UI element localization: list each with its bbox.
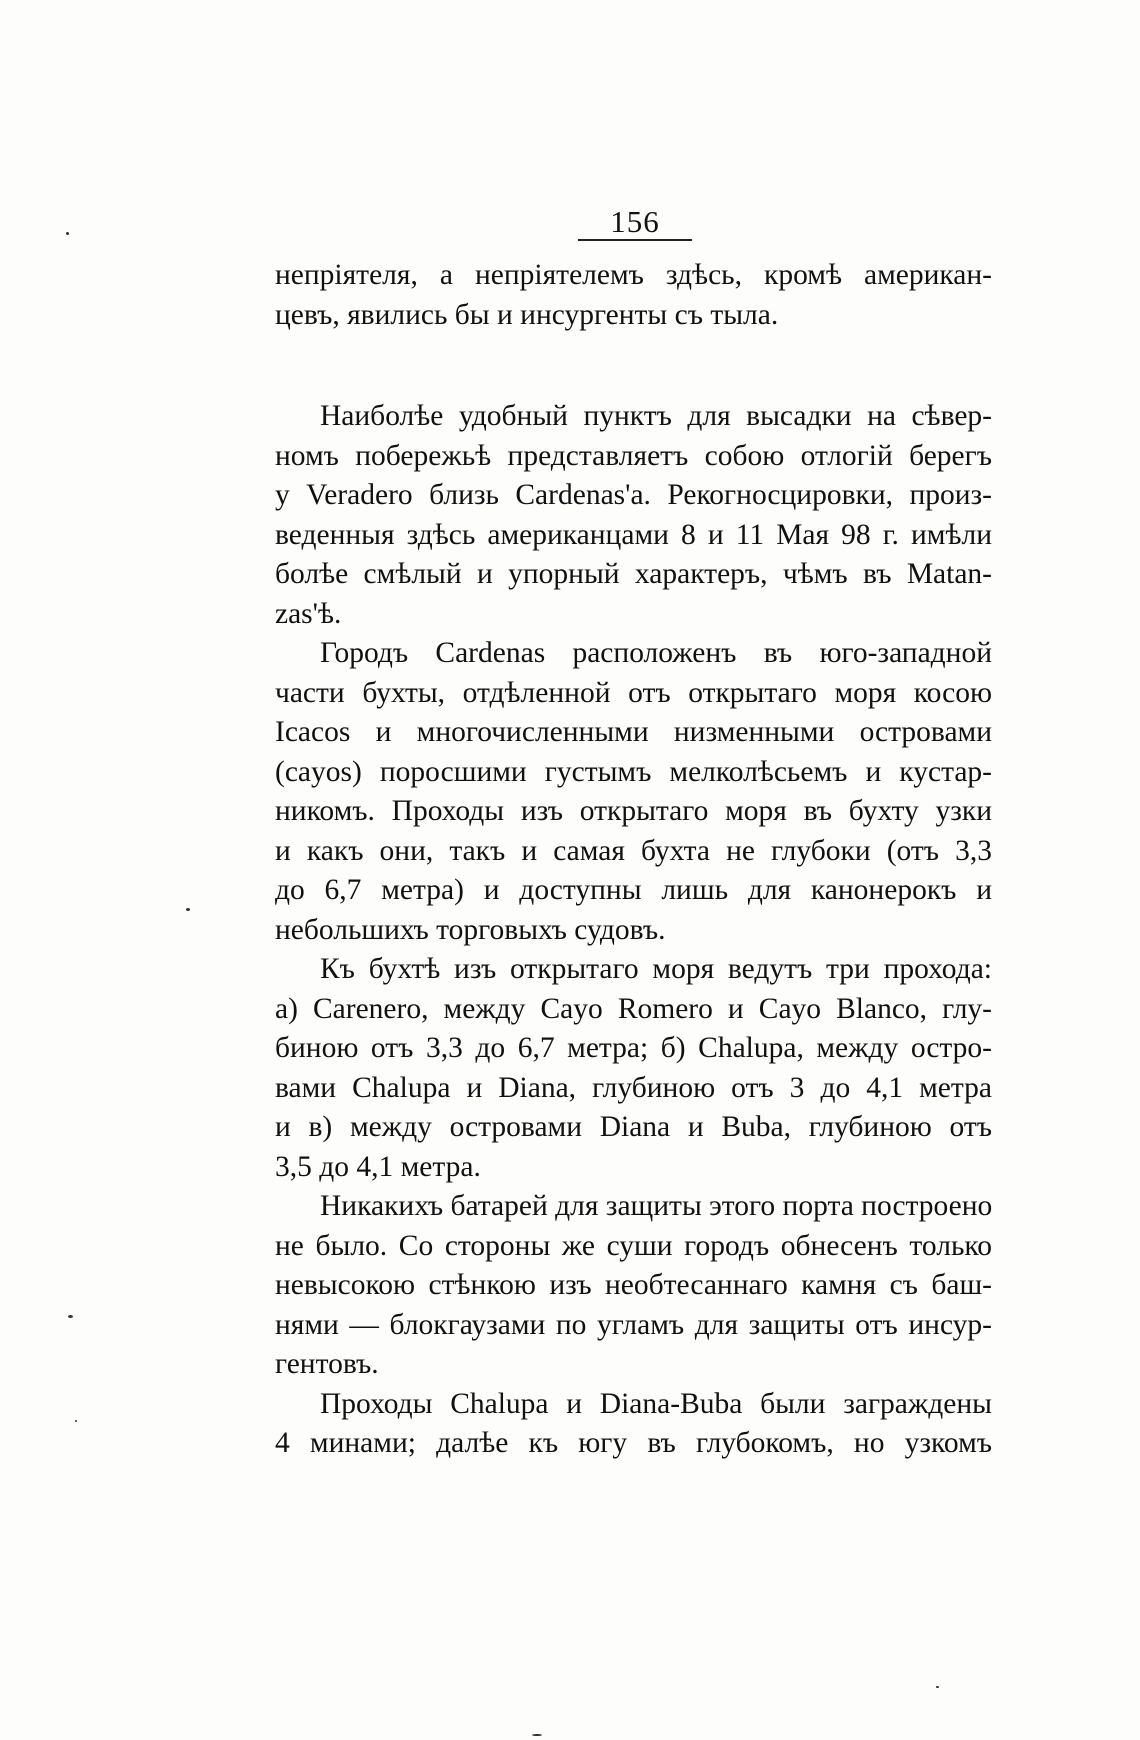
scan-speck — [68, 1315, 73, 1318]
text-line: Городъ Cardenas расположенъ въ юго-западной — [320, 637, 992, 669]
paragraph-2 — [275, 397, 992, 634]
paragraph-5 — [275, 1187, 992, 1385]
paragraph-spacer — [275, 335, 992, 397]
text-line: части бухты, отдѣленной отъ открытаго моря косою — [275, 676, 992, 709]
text-line: вами Chalupa и Diana, глубиною отъ 3 до 4,1 метра — [275, 1071, 992, 1104]
text-line: номъ побережьѣ представляетъ собою отлогій берегъ — [275, 439, 992, 472]
paragraph-1 — [275, 256, 992, 335]
paragraph-3 — [275, 634, 992, 950]
page-number: 156 — [610, 204, 660, 239]
text-line: до 6,7 метра) и доступны лишь для канонерокъ и — [275, 874, 992, 906]
scan-speck — [75, 1420, 77, 1422]
text-line: Icacos и многочисленными низменными островами — [275, 716, 992, 748]
text-line: Наиболѣе удобный пунктъ для высадки на сѣвер- — [320, 400, 992, 432]
text-line: веденныя здѣсь американцами 8 и 11 Мая 98 г. имѣли — [275, 518, 992, 551]
text-line: и какъ они, такъ и самая бухта не глубоки (отъ 3,3 — [275, 834, 992, 867]
text-line: 4 минами; далѣе къ югу въ глубокомъ, но узкомъ — [275, 1427, 992, 1459]
scan-speck — [532, 1734, 542, 1736]
text-line: невысокою стѣнкою изъ необтесаннаго камня съ баш- — [275, 1269, 992, 1301]
text-line: болѣе смѣлый и упорный характеръ, чѣмъ въ Matan- — [275, 558, 992, 590]
paragraph-6 — [275, 1385, 992, 1464]
body-text — [275, 256, 992, 1464]
text-line: цевъ, явились бы и инсургенты съ тыла. — [275, 298, 779, 331]
text-line: гентовъ. — [275, 1348, 379, 1380]
scan-speck — [936, 1686, 939, 1688]
text-line: Никакихъ батарей для защиты этого порта построено — [320, 1190, 993, 1222]
scan-speck — [66, 232, 69, 235]
page-number-rule — [578, 239, 692, 241]
text-line: Къ бухтѣ изъ открытаго моря ведутъ три прохода: — [320, 953, 992, 985]
text-line: никомъ. Проходы изъ открытаго моря въ бухту узки — [275, 795, 992, 827]
text-line: Проходы Chalupa и Diana-Buba были заграждены — [320, 1387, 992, 1420]
text-line: не было. Со стороны же суши городъ обнесенъ только — [275, 1229, 992, 1262]
scan-speck — [186, 908, 190, 911]
text-line: у Veradero близь Cardenas'a. Рекогносцировки, произ- — [275, 479, 992, 511]
paragraph-4 — [275, 950, 992, 1187]
text-line: непріятеля, а непріятелемъ здѣсь, кромѣ американ- — [275, 259, 992, 291]
text-line: биною отъ 3,3 до 6,7 метра; б) Chalupa, между остро- — [275, 1032, 992, 1064]
text-line: zas'ѣ. — [275, 597, 342, 630]
text-line: небольшихъ торговыхъ судовъ. — [275, 913, 666, 946]
text-line: нями — блокгаузами по угламъ для защиты отъ инсур- — [275, 1308, 992, 1341]
text-line: и в) между островами Diana и Buba, глубиною отъ — [275, 1111, 992, 1143]
text-line: а) Carenero, между Cayo Romero и Cayo Blanco, глу- — [275, 992, 992, 1025]
text-line: 3,5 до 4,1 метра. — [275, 1150, 481, 1183]
text-line: (cayos) поросшими густымъ мелколѣсьемъ и кустар- — [275, 755, 992, 788]
